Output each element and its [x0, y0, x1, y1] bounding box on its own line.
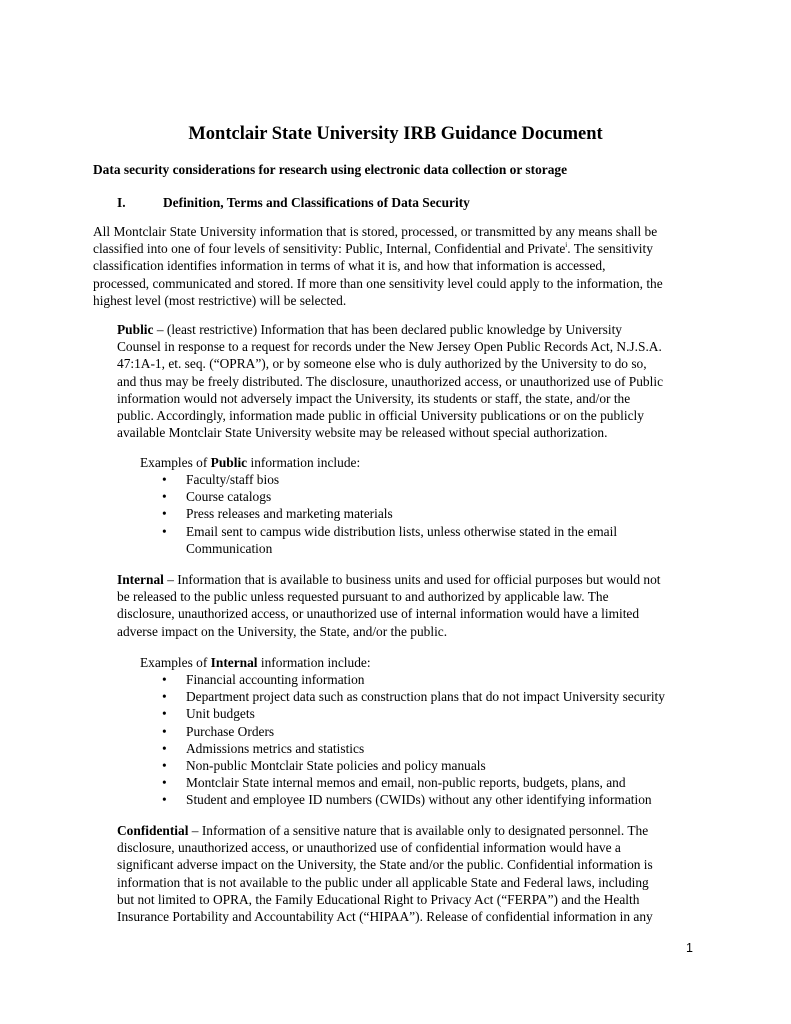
confidential-line: Insurance Portability and Accountability Act (“HIPAA”). Release of confidential information in any	[117, 909, 653, 925]
internal-line: be released to the public unless requested pursuant to and authorized by applicable law. The	[117, 589, 609, 605]
list-item: • Faculty/staff bios	[162, 471, 617, 488]
public-line: and thus may be freely distributed. The disclosure, unauthorized access, or unauthorized use of Public	[117, 373, 664, 389]
internal-line: adverse impact on the University, the State, and/or the public.	[117, 623, 448, 639]
confidential-term: Confidential	[117, 823, 189, 838]
internal-line: Internal – Information that is available to business units and used for official purposes but would not	[117, 572, 661, 587]
internal-examples-list	[162, 671, 665, 809]
internal-paragraph	[117, 571, 737, 640]
intro-line: classification identifies information in terms of what it is, and how that information is accessed,	[93, 258, 606, 274]
document-title: Montclair State University IRB Guidance Document	[188, 124, 603, 144]
confidential-line: information that is not available to the public under all applicable State and Federal laws, including	[117, 874, 649, 890]
intro-line: All Montclair State University information that is stored, processed, or transmitted by any means shall be	[93, 224, 658, 239]
section-title: Definition, Terms and Classifications of Data Security	[163, 195, 470, 210]
public-examples-heading: Examples of Public information include:	[140, 455, 361, 470]
document-subtitle: Data security considerations for research using electronic data collection or storage	[93, 162, 568, 177]
confidential-line: but not limited to OPRA, the Family Educational Right to Privacy Act (“FERPA”) and the Health	[117, 891, 640, 907]
intro-line: classified into one of four levels of sensitivity: Public, Internal, Confidential and Private$^i$. The sensitivity	[93, 241, 653, 257]
intro-paragraph	[93, 223, 713, 309]
public-term: Public	[117, 322, 154, 337]
confidential-paragraph	[117, 822, 737, 925]
confidential-line: disclosure, unauthorized access, or unauthorized use of confidential information would have a	[117, 840, 621, 856]
public-line: information would not adversely impact the University, its students or staff, the state, and/or the	[117, 390, 631, 406]
section-number: I.	[117, 195, 126, 210]
list-item: • Department project data such as construction plans that do not impact University security	[162, 688, 665, 705]
public-line: public. Accordingly, information made public in official University publications or on the publicly	[117, 408, 644, 424]
section-heading	[117, 195, 470, 211]
public-paragraph	[117, 321, 737, 441]
internal-term: Internal	[117, 572, 164, 587]
public-line: available Montclair State University website may be released without special authorization.	[117, 425, 608, 441]
intro-line: processed, communicated and stored. If more than one sensitivity level could apply to the information, the	[93, 275, 663, 291]
list-item: • Financial accounting information	[162, 671, 665, 688]
list-item: • Course catalogs	[162, 488, 617, 505]
public-examples-list	[162, 471, 617, 540]
confidential-line: Confidential – Information of a sensitive nature that is available only to designated personnel. The	[117, 823, 649, 838]
page-number: 1	[686, 941, 693, 955]
list-item: • Admissions metrics and statistics	[162, 740, 665, 757]
list-item: • Purchase Orders	[162, 723, 665, 740]
list-item: • Press releases and marketing materials	[162, 505, 617, 522]
list-item: • Non-public Montclair State policies and policy manuals	[162, 757, 665, 774]
footnote-marker: i	[565, 241, 568, 250]
list-item: • Unit budgets	[162, 705, 665, 722]
list-item: • Email sent to campus wide distribution lists, unless otherwise stated in the email	[162, 523, 617, 540]
list-item: • Montclair State internal memos and email, non-public reports, budgets, plans, and	[162, 774, 665, 791]
confidential-line: significant adverse impact on the University, the State and/or the public. Confidential information is	[117, 857, 653, 873]
internal-line: disclosure, unauthorized access, or unauthorized use of internal information would have a limited	[117, 606, 640, 622]
list-item: • Student and employee ID numbers (CWIDs) without any other identifying information	[162, 791, 665, 808]
public-line: Counsel in response to a request for records under the New Jersey Open Public Records Act, N.J.S.A.	[117, 339, 662, 355]
internal-examples-heading: Examples of Internal information include:	[140, 655, 371, 670]
intro-line: highest level (most restrictive) will be selected.	[93, 292, 347, 308]
public-line: Public – (least restrictive) Information that has been declared public knowledge by University	[117, 322, 622, 337]
list-item-continuation: Communication	[186, 541, 273, 556]
public-line: 47:1A-1, et. seq. (“OPRA”), or by someone else who is duly authorized by the University to do so,	[117, 356, 647, 372]
